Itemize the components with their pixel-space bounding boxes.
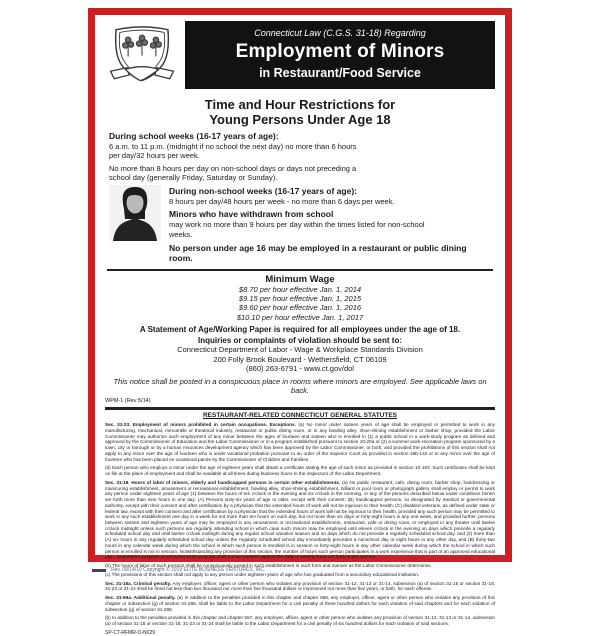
address-line-phone-web: (860) 263-6791 - www.ct.gov/dol — [246, 363, 354, 373]
poster-subtitle: in Restaurant/Food Service — [259, 66, 421, 80]
inquiries-heading: Inquiries or complaints of violation should be sent to: — [197, 336, 402, 346]
statute-text: (a) No public restaurant, cafe, dining room, barber shop, hairdressing or manicuring establishment, amusement or recreational establishment, bowling alley, shoe-shining establishment, billiard or pool room or photograph gallery shall employ or permit to work any person under eighteen years of age (1) between the hours of ten o'clock in the evening and six o'clock in the morning, or any of the persons described below under conditions herein set forth more than nine hours in one day: (A) Persons sixty-six years of age or older, except with their consent; (B) handicapped persons, so designated by medical or governmental authority, except with their consent and after certification by a physician that the extended hours of work will not be injurious to their health; (C) disabled veterans, as defined under state or federal law, except with their consent and after certification by a physician that the extended hours of work will not be injurious to their health, provided any such person may be permitted to work in any such establishment one day in a week for not more than ten hours on such day, but not more than six days or forty-eight hours in any one week, and provided further, persons between sixteen and eighteen years of age may be employed in any amusement or recreational establishment, restaurant, cafe or dining room, or employed in any theater until twelve o'clock midnight unless such persons are regularly attending school in which case such minors may be employed until eleven o'clock in the evening on days which precede a regularly scheduled school day and until twelve o'clock midnight during any regular school vacation season and on days which do not precede a regularly scheduled school day, and (2) more than (A) six hours in any regularly scheduled school day unless the regularly scheduled school day immediately precedes a nonschool day or eight hours in any other day, and (B) thirty-two hours in any calendar week during which the school in which such person is enrolled is in session or forty-eight hours in any other calendar week during which the school in which such person is enrolled is not in session. Notwithstanding any provision of this section, the number of hours such person participates in a work experience that is part of an approved educational plan, cooperative program or school-to-work program shall not be counted against the daily or weekly limits set forth in this section. — [105, 479, 495, 560]
statute-paragraph-31-18a — [105, 480, 495, 560]
main-title — [105, 98, 495, 127]
non-school-heading: During non-school weeks (16-17 years of age): — [169, 185, 357, 196]
statute-lead: Sec. 31-23. Employment of minors prohibited in certain occupations. Exceptions. — [105, 422, 296, 428]
posting-notice: This notice shall be posted in a conspicuous place in rooms where minors are employed. See applicable laws on back. — [113, 377, 487, 396]
statute-text: (a) No minor under sixteen years of age shall be employed or permitted to work in any manufacturing, mechanical, mercantile or theatrical industry, restaurant or public dining room, or in any bowling alley, shoe-shining establishment or barber shop, provided the Labor Commissioner may authorize such employment of any minor between the ages of fourteen and sixteen who is enrolled in (1) a public school in a work-study program as defined and approved by the Commissioner of Education and the Labor Commissioner or in a program established pursuant to section 10-20a or (2) a summer work-recreation program sponsored by a town, city or borough or by a human resources development agency which has been approved by the Labor Commissioner, or both, and provided the prohibitions of this section shall not apply to any minor over the age of fourteen who is under vocational probation pursuant to an order of the Superior Court as provided in section 46b-140 or to any minor over the age of fourteen who has been placed on vocational parole by the Commissioner of Children and Families. — [105, 422, 496, 462]
statute-paragraph-31-23a — [105, 422, 495, 462]
statute-text: (b) The hours of labor of such persons shall be conspicuously posted in such establishment in such form and manner as the Labor Commissioner determines. — [105, 563, 432, 569]
minimum-wage-section — [105, 274, 495, 374]
main-title-line2: Young Persons Under Age 18 — [209, 111, 391, 127]
print-footer — [92, 567, 266, 573]
worker-photo — [109, 185, 161, 263]
statute-paragraph-criminal-penalty — [105, 581, 495, 592]
school-weeks-section — [109, 131, 491, 182]
statute-paragraph-31-23d — [105, 465, 495, 476]
statute-text: (b) In addition to the penalties provided in this chapter and chapter 557, any employer, officer, agent or other person who violates any provision of section 31-12, 31-13 or 31-14, subsection (a) of section 31-15 or section 31-18, 31-23 or 31-24 shall be liable to the Labor Department for a civil penalty of six hundred dollars for each violation of said sections. — [105, 615, 495, 627]
poster-header — [105, 21, 495, 95]
statute-text: (c) The provisions of this section shall not apply to any person under eighteen years of age who has graduated from a secondary educational institution. — [105, 571, 420, 577]
wage-rate-2017: $10.10 per hour effective Jan. 1, 2017 — [236, 312, 364, 322]
school-weeks-para2: No more than 8 hours per day on non-school days or days not preceding a school day (generally Friday, Saturday or Sunday). — [109, 163, 357, 182]
statute-paragraph-additional-penalty-a — [105, 595, 495, 612]
connecticut-seal-icon — [105, 21, 179, 95]
poster-title: Employment of Minors — [235, 41, 445, 62]
statute-text: (d) Each person who employs a minor under the age of eighteen years shall obtain a certificate stating the age of such minor as provided in section 10-193. Such certificates shall be kept on file at the place of employment and shall be available at all times during business hours to the inspectors of the Labor Department. — [105, 465, 495, 477]
main-title-line1: Time and Hour Restrictions for — [204, 97, 396, 112]
footer-text: Rev. 08/14/19 Copyright © 2019 ELITE BUSINESS VENTURES, INC. — [111, 567, 266, 573]
poster-title-block — [185, 21, 495, 89]
wage-rate-2016: $9.60 per hour effective Jan. 1, 2016 — [238, 303, 362, 313]
divider-statutes — [105, 407, 495, 410]
law-reference: Connecticut Law (C.G.S. 31-18) Regarding — [254, 28, 426, 38]
statutes-heading: RESTAURANT-RELATED CONNECTICUT GENERAL STATUTES — [202, 412, 398, 420]
statute-lead: Sec. 31-18a. Criminal penalty. — [105, 580, 172, 586]
non-school-weeks-text — [169, 185, 491, 263]
age-statement: A Statement of Age/Working Paper is required for all employees under the age of 18. — [139, 325, 461, 335]
withdrawn-line: may work no more than 9 hours per day within the times listed for non-school weeks. — [169, 220, 425, 239]
statute-lead: Sec. 31-18. Hours of labor of minors, elderly and handicapped persons in certain other establishments. — [105, 479, 341, 485]
address-line-division: Connecticut Department of Labor - Wage & Workplace Standards Division — [177, 345, 423, 355]
wage-rate-2014: $8.70 per hour effective Jan. 1, 2014 — [238, 284, 362, 294]
address-line-street: 200 Folly Brook Boulevard - Wethersfield, CT 06109 — [213, 354, 387, 364]
statute-lead: Sec. 31-69a. Additional penalty. — [105, 595, 176, 601]
school-weeks-para1: 6 a.m. to 11 p.m. (midnight if no school the next day) no more than 6 hours per day/32 hours per week. — [109, 142, 357, 161]
minimum-wage-heading: Minimum Wage — [265, 273, 335, 285]
statute-text: Any employer, officer, agent or other person who violates any provision of section 31-12, 31-13 or 31-14, subsection (a) of section 31-15 or section 31-18, 31-23 or 31-24 shall be fined not less than two thousand nor more than five thousand dollars or imprisoned not more than five years, or both, for each offense. — [105, 580, 495, 592]
under-16-statement: No person under age 16 may be employed in a restaurant or public dining room. — [169, 242, 467, 263]
divider-top — [107, 269, 493, 271]
withdrawn-heading: Minors who have withdrawn from school — [169, 209, 334, 220]
statutes-section — [105, 412, 495, 636]
statute-text: (a) In addition to the penalties provided in this chapter and chapter 568, any employer, officer, agent or other person who violates any provision of this chapter or subsection (g) of section 31-288, shall be liable to the Labor Department for a civil penalty of three hundred dollars for each violation of said chapters and for each violation of subsection (g) of section 31-288. — [105, 595, 495, 612]
non-school-weeks-section — [109, 185, 491, 263]
form-number: WPM-1 (Rev 5/14) — [105, 398, 151, 405]
statute-paragraph-additional-penalty-b — [105, 615, 495, 626]
non-school-line: 8 hours per day/48 hours per week - no more than 6 days per week. — [169, 197, 395, 207]
school-weeks-heading: During school weeks (16-17 years of age): — [109, 131, 279, 142]
statute-code: SP-CT-RFMR-O-N029 — [105, 629, 156, 636]
registration-mark — [92, 569, 106, 572]
wage-rate-2015: $9.15 per hour effective Jan. 1, 2015 — [238, 294, 362, 304]
